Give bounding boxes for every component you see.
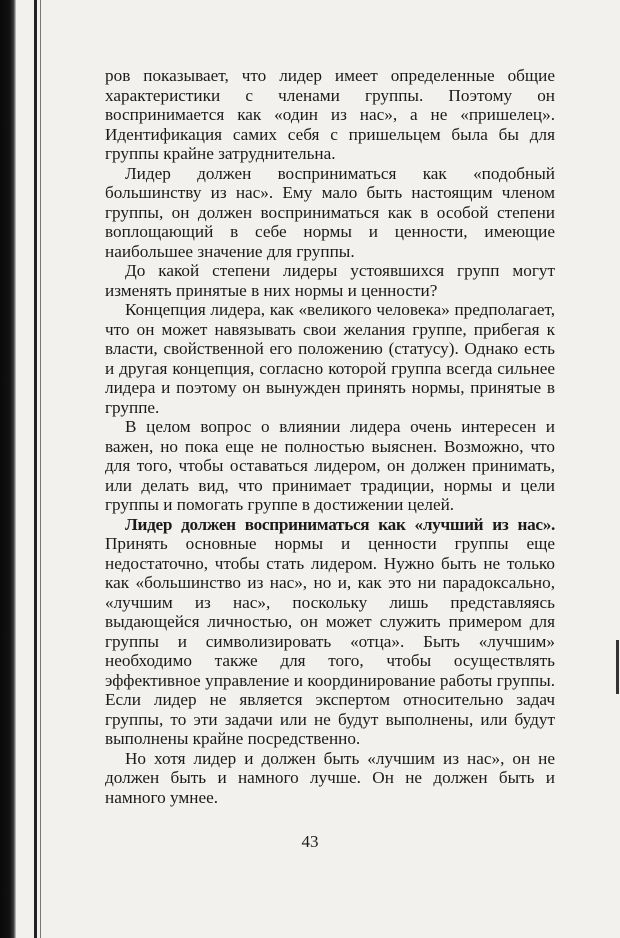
paragraph-text: Концепция лидера, как «великого человека» предполагает, что он может навязывать свои желания группе, прибегая к власти, свойственной его положению (статусу). Однако есть и другая концепция, согласно которой группа всегда сильнее лидера и поэтому он вынужден принять нормы, принятые в группе.	[105, 300, 555, 417]
paragraph-4	[105, 300, 555, 417]
paragraph-text: ров показывает, что лидер имеет определенные общие характеристики с членами группы. Поэтому он воспринимается как «один из нас», а не «пришелец». Идентификация самих себя с пришельцем была бы для группы крайне затруднительна.	[105, 66, 555, 163]
scan-right-mark	[616, 640, 619, 694]
scan-binding-line	[34, 0, 37, 938]
scan-left-edge	[0, 0, 16, 938]
paragraph-text: Лидер должен восприниматься как «подобный большинству из нас». Ему мало быть настоящим членом группы, он должен восприниматься как в особой степени воплощающий в себе нормы и ценности, имеющие наибольшее значение для группы.	[105, 163, 555, 261]
paragraph-text: До какой степени лидеры устоявшихся групп могут изменять принятые в них нормы и ценности?	[105, 261, 555, 300]
page-body	[105, 66, 555, 807]
scan-binding-line-thin	[40, 0, 41, 938]
paragraph-1	[105, 66, 555, 164]
paragraph-text: Но хотя лидер и должен быть «лучшим из нас», он не должен быть и намного лучше. Он не должен быть и намного умнее.	[105, 748, 555, 807]
paragraph-text: Принять основные нормы и ценности группы еще недостаточно, чтобы стать лидером. Нужно быть не только как «большинство из нас», но и, как это ни парадоксально, «лучшим из нас», поскольку лишь представляясь выдающейся личностью, он может служить примером для группы и символизировать «отца». Быть «лучшим» необходимо также для того, чтобы осуществлять эффективное управление и координирование работы группы. Если лидер не является экспертом относительно задач группы, то эти задачи или не будут выполнены, или будут выполнены крайне посредственно.	[105, 534, 555, 748]
paragraph-text: В целом вопрос о влиянии лидера очень интересен и важен, но пока еще не полностью выяснен. Возможно, что для того, чтобы оставаться лидером, он должен принимать, или делать вид, что принимает традиции, нормы и цели группы и помогать группе в достижении целей.	[105, 417, 555, 514]
paragraph-7	[105, 749, 555, 808]
paragraph-6	[105, 515, 555, 749]
paragraph-2	[105, 164, 555, 262]
paragraph-5	[105, 417, 555, 515]
page-number: 43	[301, 832, 319, 851]
paragraph-3	[105, 261, 555, 300]
paragraph-lead: Лидер должен восприниматься как «лучший из нас».	[125, 514, 555, 534]
